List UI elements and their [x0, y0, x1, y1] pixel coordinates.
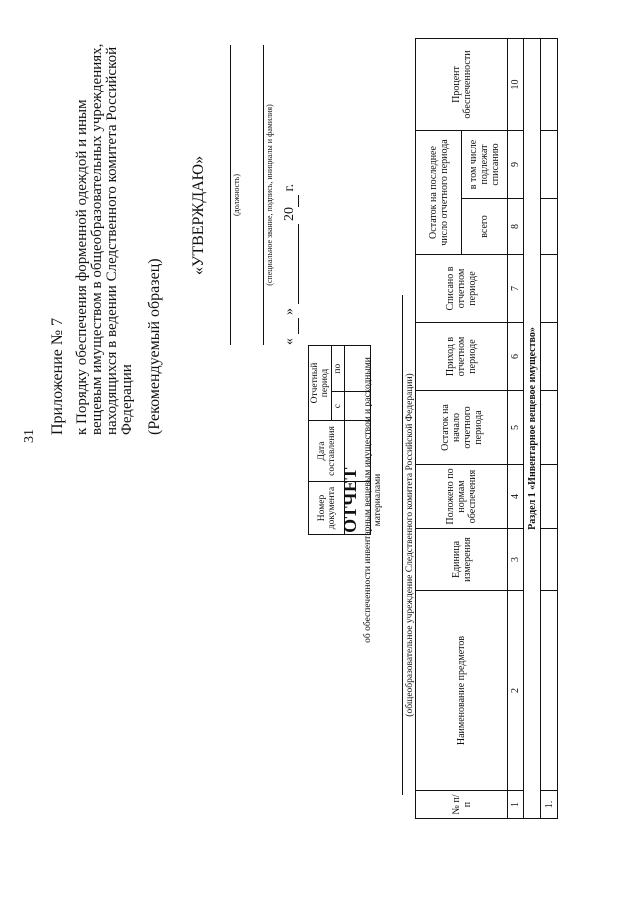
position-line: [208, 45, 231, 345]
col-num-7: 7: [508, 255, 524, 323]
year-prefix: 20: [282, 207, 297, 221]
row-number: 1.: [541, 791, 558, 819]
period-to-header: по: [332, 346, 345, 392]
col-unit-header: Единица измерения: [416, 529, 508, 591]
table-cell: [541, 323, 558, 391]
col-written-off-header: Списано в отчетном периоде: [416, 255, 508, 323]
approval-date: [282, 45, 299, 345]
period-from-value: [345, 392, 371, 421]
table-cell: [541, 465, 558, 529]
page-number: 31: [22, 429, 37, 443]
table-cell: [541, 391, 558, 465]
report-title: ОТЧЕТ: [340, 467, 360, 533]
signature-caption: (специальное звание, подпись, инициалы и фамилия): [265, 104, 274, 286]
col-to-write-off-header: в том числе подлежат списанию: [462, 131, 508, 199]
col-num-10: 10: [508, 39, 524, 131]
col-end-balance-group-header: Остаток на последнее число отчетного периода: [416, 131, 462, 255]
col-income-header: Приход в отчетном периоде: [416, 323, 508, 391]
position-caption: (должность): [232, 174, 241, 216]
column-number-row: [508, 39, 524, 819]
col-num-5: 5: [508, 391, 524, 465]
doc-date-header: Дата составления: [309, 421, 345, 482]
date-open-quote: «: [282, 338, 297, 345]
table-cell: [541, 131, 558, 199]
col-num-1: 1: [508, 791, 524, 819]
signature-line: [241, 45, 264, 345]
table-cell: [541, 591, 558, 791]
col-total-header: всего: [462, 199, 508, 255]
appendix-line-4: Федерации: [119, 364, 135, 435]
col-norm-header: Положено по нормам обеспечения: [416, 465, 508, 529]
col-num-3: 3: [508, 529, 524, 591]
col-start-balance-header: Остаток на начало отчетного периода: [416, 391, 508, 465]
table-cell: [541, 199, 558, 255]
institution-block: [390, 295, 415, 795]
appendix-line-2: вещевым имуществом в общеобразовательных учреждениях,: [89, 43, 105, 435]
col-num-9: 9: [508, 131, 524, 199]
year-suffix: г.: [282, 183, 297, 192]
section-row: [524, 39, 541, 819]
report-subtitle: об обеспеченности инвентарным вещевым имуществом и расходными материалами: [363, 357, 383, 643]
appendix-line-1: к Порядку обеспечения форменной одеждой и иным: [74, 99, 90, 435]
appendix-header: [50, 5, 162, 435]
institution-line: [390, 295, 403, 795]
document-info-table: [308, 345, 371, 535]
sample-note: (Рекомендуемый образец): [146, 258, 163, 435]
month-blank: [282, 225, 299, 305]
col-num-6: 6: [508, 323, 524, 391]
doc-number-header: Номер документа: [309, 482, 345, 535]
col-number-header: № п/п: [416, 791, 508, 819]
col-percent-header: Процент обеспеченности: [416, 39, 508, 131]
section-title: Раздел 1 «Инвентарное вещевое имущество»: [524, 39, 541, 819]
period-to-value: [345, 346, 371, 392]
inventory-table: [415, 38, 558, 819]
table-row: [541, 39, 558, 819]
table-cell: [541, 529, 558, 591]
col-name-header: Наименование предметов: [416, 591, 508, 791]
period-header: Отчетный период: [309, 346, 332, 421]
doc-number-value: [345, 482, 371, 535]
day-blank: [282, 319, 299, 335]
period-from-header: с: [332, 392, 345, 421]
col-num-4: 4: [508, 465, 524, 529]
appendix-line-3: находящихся в ведении Следственного комитета Российской: [104, 46, 120, 435]
year-blank: [282, 195, 299, 207]
table-cell: [541, 255, 558, 323]
col-num-8: 8: [508, 199, 524, 255]
approve-heading: «УТВЕРЖДАЮ»: [190, 155, 207, 275]
date-close-quote: »: [282, 308, 297, 315]
appendix-title: Приложение № 7: [49, 317, 66, 435]
doc-date-value: [345, 421, 371, 482]
approval-block: [190, 45, 299, 345]
table-cell: [541, 39, 558, 131]
col-num-2: 2: [508, 591, 524, 791]
institution-caption: (общеобразовательное учреждение Следственного комитета Российской Федерации): [405, 373, 415, 717]
